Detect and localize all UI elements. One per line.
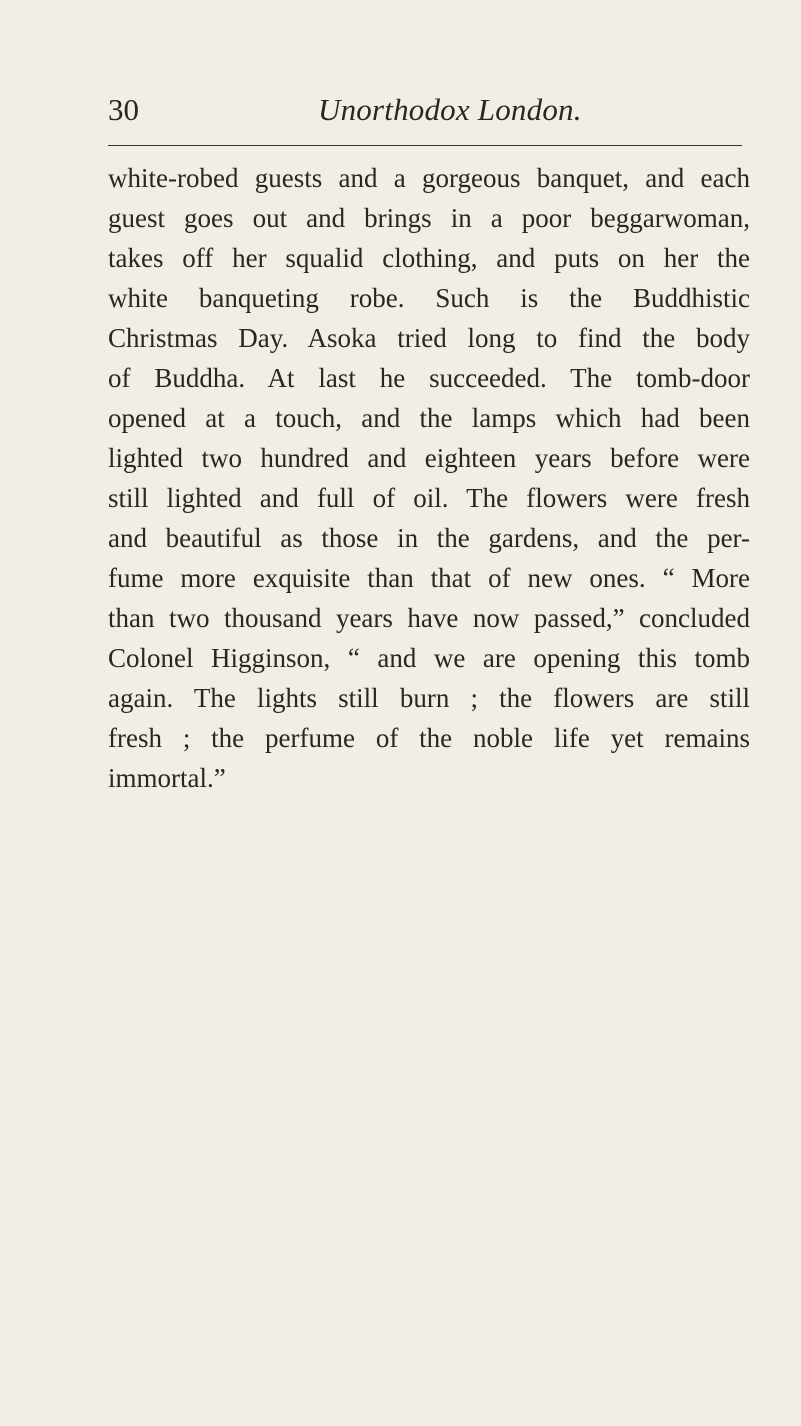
text-line: and beautiful as those in the gardens, and the per- [108, 523, 750, 553]
text-line: again. The lights still burn ; the flowers are still [108, 683, 750, 713]
text-line: still lighted and full of oil. The flowers were fresh [108, 483, 750, 513]
text-line: guest goes out and brings in a poor beggarwoman, [108, 203, 750, 233]
text-line: opened at a touch, and the lamps which had been [108, 403, 750, 433]
running-title: Unorthodox London. [318, 92, 582, 127]
text-line: lighted two hundred and eighteen years before were [108, 443, 750, 473]
text-line: Colonel Higginson, “ and we are opening this tomb [108, 643, 750, 673]
text-line: immortal.” [108, 763, 226, 793]
text-line: than two thousand years have now passed,” concluded [108, 603, 750, 633]
text-line: Christmas Day. Asoka tried long to find the body [108, 323, 750, 353]
text-line: of Buddha. At last he succeeded. The tomb-door [108, 363, 750, 393]
text-line: white banqueting robe. Such is the Buddhistic [108, 283, 750, 313]
body-text [108, 158, 750, 798]
page-header [108, 88, 748, 132]
text-line: fume more exquisite than that of new ones. “ More [108, 563, 750, 593]
text-line: takes off her squalid clothing, and puts on her the [108, 243, 750, 273]
page-number: 30 [108, 92, 139, 127]
text-line: white-robed guests and a gorgeous banquet, and each [108, 163, 750, 193]
header-rule [108, 145, 742, 146]
text-line: fresh ; the perfume of the noble life yet remains [108, 723, 750, 753]
